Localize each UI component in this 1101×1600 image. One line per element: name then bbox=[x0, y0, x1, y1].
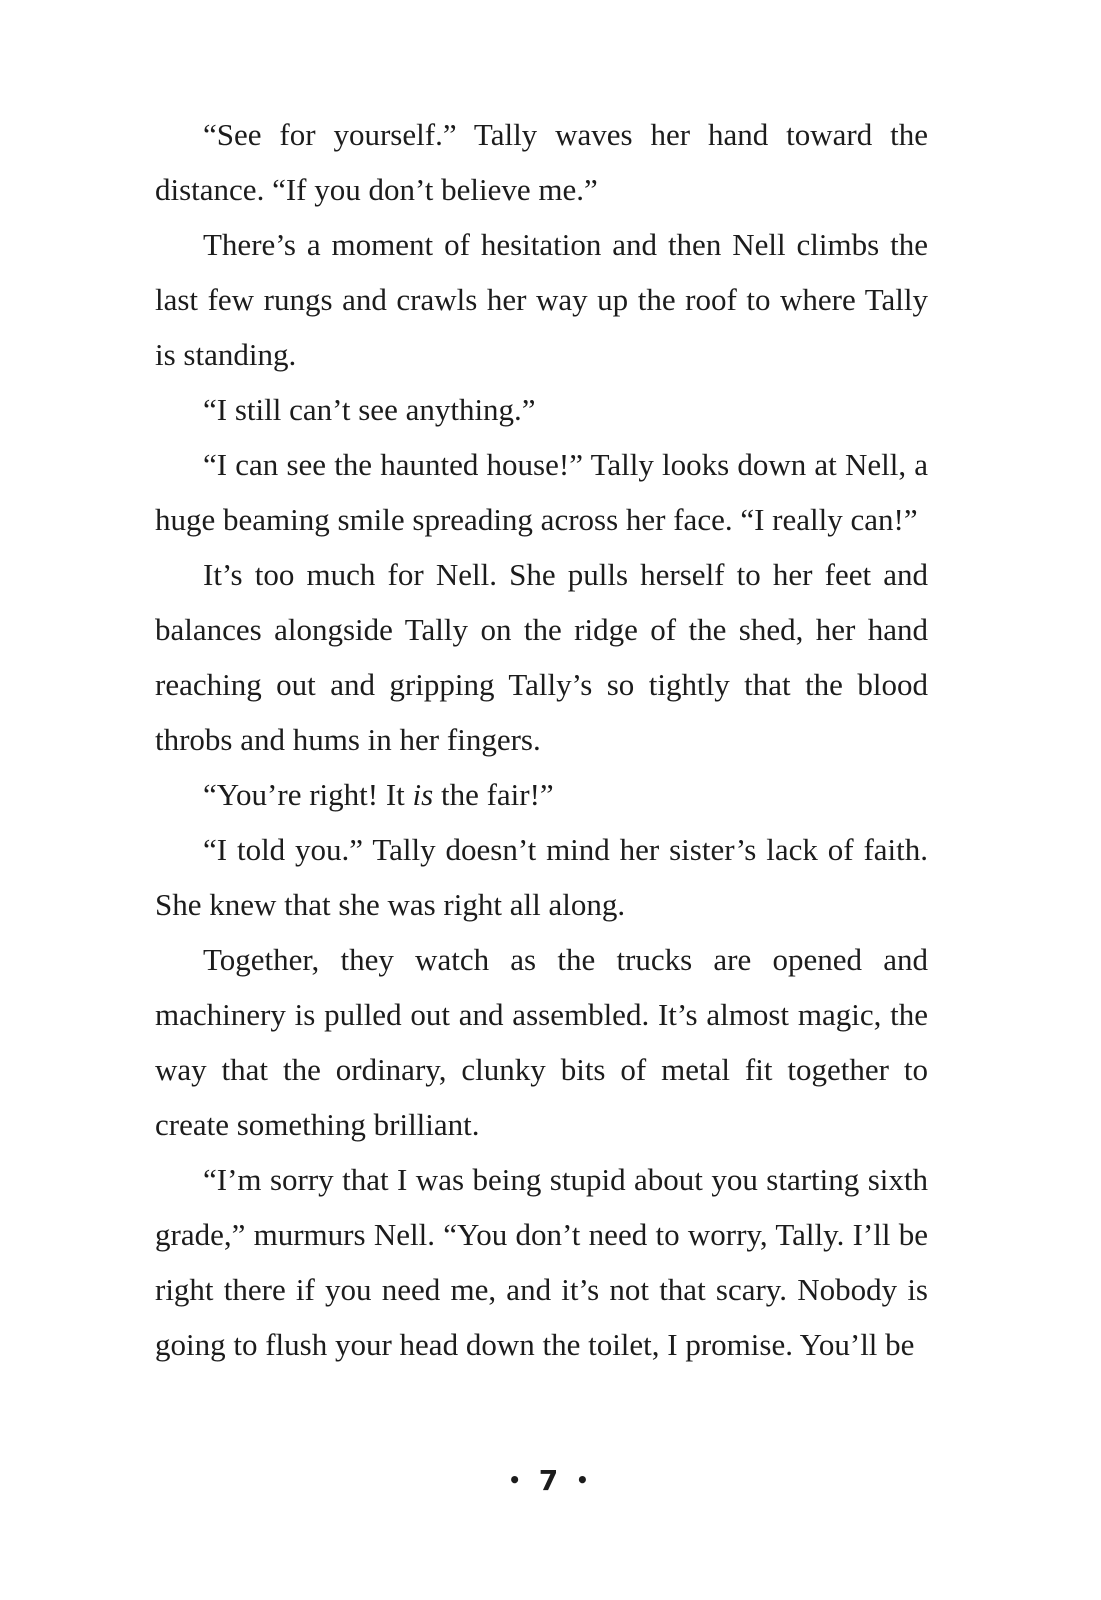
paragraph-2: There’s a moment of hesitation and then Nell climbs the last few rungs and crawls her way up the roof to where Tally is standing. bbox=[155, 227, 928, 372]
paragraph-6-before: “You’re right! It bbox=[203, 777, 413, 812]
body-text bbox=[155, 107, 928, 1372]
paragraph-1: “See for yourself.” Tally waves her hand toward the distance. “If you don’t believe me.” bbox=[155, 117, 928, 207]
page-number bbox=[0, 1458, 1101, 1503]
paragraph-7: “I told you.” Tally doesn’t mind her sister’s lack of faith. She knew that she was right all along. bbox=[155, 832, 928, 922]
paragraph-6 bbox=[155, 767, 928, 822]
paragraph-9: “I’m sorry that I was being stupid about you starting sixth grade,” murmurs Nell. “You don’t need to worry, Tally. I’ll be right there if you need me, and it’s not that scary. Nobody is going to flush your head down the toilet, I promise. You’ll be bbox=[155, 1162, 928, 1362]
paragraph-5: It’s too much for Nell. She pulls herself to her feet and balances alongside Tally on the ridge of the shed, her hand reaching out and gripping Tally’s so tightly that the blood throbs and hums in her fingers. bbox=[155, 557, 928, 757]
paragraph-6-emphasis: is bbox=[412, 777, 434, 812]
paragraph-6-after: the fair!” bbox=[433, 777, 554, 812]
page-number-value: 7 bbox=[538, 1464, 563, 1497]
paragraph-4: “I can see the haunted house!” Tally looks down at Nell, a huge beaming smile spreading across her face. “I really can!” bbox=[155, 447, 928, 537]
paragraph-3: “I still can’t see anything.” bbox=[203, 392, 536, 427]
page-number-dot-right: • bbox=[575, 1468, 593, 1492]
page-number-dot-left: • bbox=[508, 1468, 525, 1492]
paragraph-8: Together, they watch as the trucks are opened and machinery is pulled out and assembled. It’s almost magic, the way that the ordinary, clunky bits of metal fit together to create something brilliant. bbox=[155, 942, 928, 1142]
